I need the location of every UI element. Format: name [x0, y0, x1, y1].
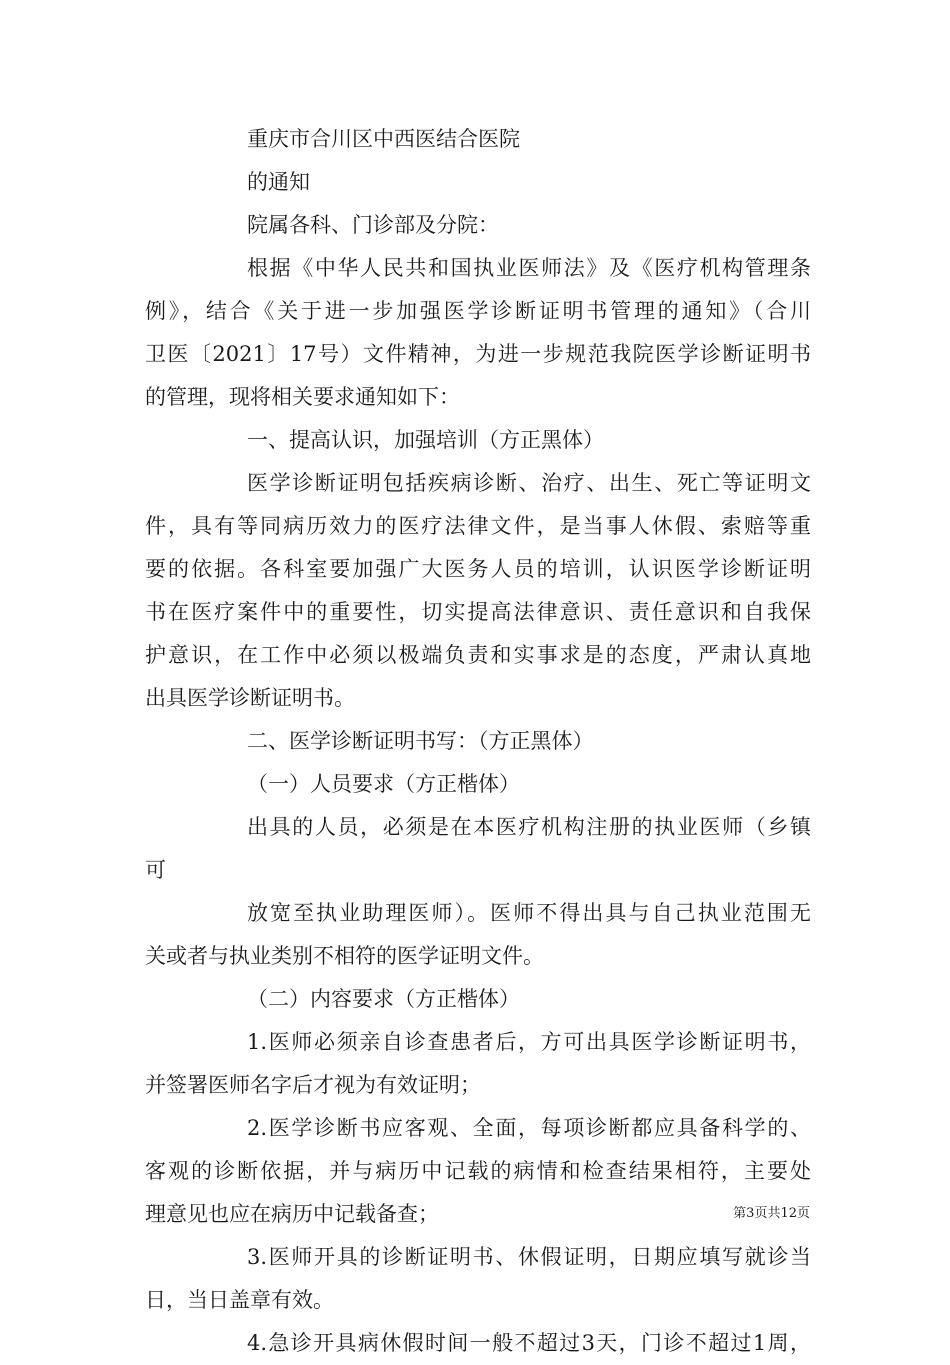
paragraph-line: 要的依据。各科室要加强广大医务人员的培训，认识医学诊断证明	[145, 557, 811, 581]
paragraph-line: 可	[145, 858, 166, 882]
hospital-name-line: 重庆市合川区中西医结合医院	[247, 127, 520, 151]
notice-title-line: 的通知	[247, 170, 310, 194]
paragraph-line: 例》，结合《关于进一步加强医学诊断证明书管理的通知》（合川	[145, 299, 811, 323]
paragraph-line: 根据《中华人民共和国执业医师法》及《医疗机构管理条	[247, 256, 811, 280]
subsection-heading-1: （一）人员要求（方正楷体）	[247, 772, 520, 796]
paragraph-line: 放宽至执业助理医师）。医师不得出具与自己执业范围无	[247, 901, 811, 925]
subsection-heading-2: （二）内容要求（方正楷体）	[247, 987, 520, 1011]
list-item-line: 并签署医师名字后才视为有效证明；	[145, 1073, 481, 1097]
paragraph-line: 医学诊断证明包括疾病诊断、治疗、出生、死亡等证明文	[247, 471, 811, 495]
list-item-line: 日，当日盖章有效。	[145, 1288, 334, 1312]
paragraph-line: 书在医疗案件中的重要性，切实提高法律意识、责任意识和自我保	[145, 600, 811, 624]
page-number-footer: 第3页共12页	[733, 1206, 810, 1221]
section-heading-2: 二、医学诊断证明书写：（方正黑体）	[247, 729, 594, 753]
paragraph-line: 的管理，现将相关要求通知如下：	[145, 385, 460, 409]
paragraph-line: 件，具有等同病历效力的医疗法律文件，是当事人休假、索赔等重	[145, 514, 811, 538]
list-item-line: 3.医师开具的诊断证明书、休假证明，日期应填写就诊当	[247, 1245, 811, 1269]
section-heading-1: 一、提高认识，加强培训（方正黑体）	[247, 428, 604, 452]
list-item-line: 4.急诊开具病休假时间一般不超过3天，门诊不超过1周，	[247, 1331, 811, 1355]
list-item-line: 客观的诊断依据，并与病历中记载的病情和检查结果相符，主要处	[145, 1159, 811, 1183]
list-item-line: 理意见也应在病历中记载备查；	[145, 1202, 439, 1226]
paragraph-line: 出具的人员，必须是在本医疗机构注册的执业医师（乡镇	[247, 815, 811, 839]
paragraph-line: 护意识，在工作中必须以极端负责和实事求是的态度，严肃认真地	[145, 643, 811, 667]
paragraph-line: 卫医〔2021〕17号）文件精神，为进一步规范我院医学诊断证明书	[145, 342, 811, 366]
salutation-line: 院属各科、门诊部及分院：	[247, 213, 499, 237]
list-item-line: 2.医学诊断书应客观、全面，每项诊断都应具备科学的、	[247, 1116, 811, 1140]
paragraph-line: 关或者与执业类别不相符的医学证明文件。	[145, 944, 544, 968]
document-body	[145, 118, 811, 1365]
paragraph-line: 出具医学诊断证明书。	[145, 686, 355, 710]
list-item-line: 1.医师必须亲自诊查患者后，方可出具医学诊断证明书，	[247, 1030, 811, 1054]
